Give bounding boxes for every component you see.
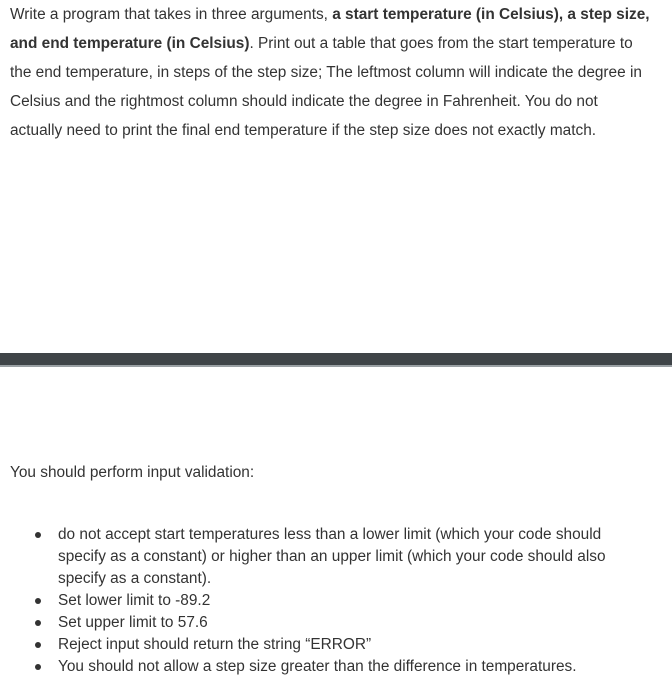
list-item-text: do not accept start temperatures less than a lower limit (which your code should specify as a constant) or higher than an upper limit (which your code should also specify as a constant). — [58, 526, 606, 587]
description-text-rest: . Print out a table that goes from the start temperature to the end temperature, in steps of the step size; The leftmost column will indicate the degree in Celsius and the rightmost column should indicate the degree in Fahrenheit. You do not actually need to print the final end temperature if the step size does not exactly match. — [10, 35, 642, 139]
validation-list — [0, 524, 672, 678]
bullet-icon — [35, 598, 41, 604]
bullet-icon — [35, 620, 41, 626]
description-text-start: Write a program that takes in three arguments, — [10, 6, 333, 23]
list-item-text: Set upper limit to 57.6 — [58, 614, 208, 631]
list-item-text: Set lower limit to -89.2 — [58, 592, 211, 609]
bullet-icon — [35, 664, 41, 670]
description-arguments-bold: a start temperature (in Celsius), a step size, and end temperature (in Celsius) — [10, 6, 650, 52]
bullet-icon — [35, 532, 41, 538]
list-item — [0, 524, 672, 590]
list-item — [0, 656, 672, 678]
problem-description — [10, 0, 650, 145]
list-item — [0, 634, 672, 656]
bullet-icon — [35, 642, 41, 648]
list-item — [0, 590, 672, 612]
section-divider — [0, 353, 672, 365]
list-item-text: Reject input should return the string “ERROR” — [58, 636, 372, 653]
section-divider-shadow — [0, 365, 672, 367]
list-item-text: You should not allow a step size greater than the difference in temperatures. — [58, 658, 577, 675]
list-item — [0, 612, 672, 634]
validation-heading: You should perform input validation: — [10, 464, 255, 481]
